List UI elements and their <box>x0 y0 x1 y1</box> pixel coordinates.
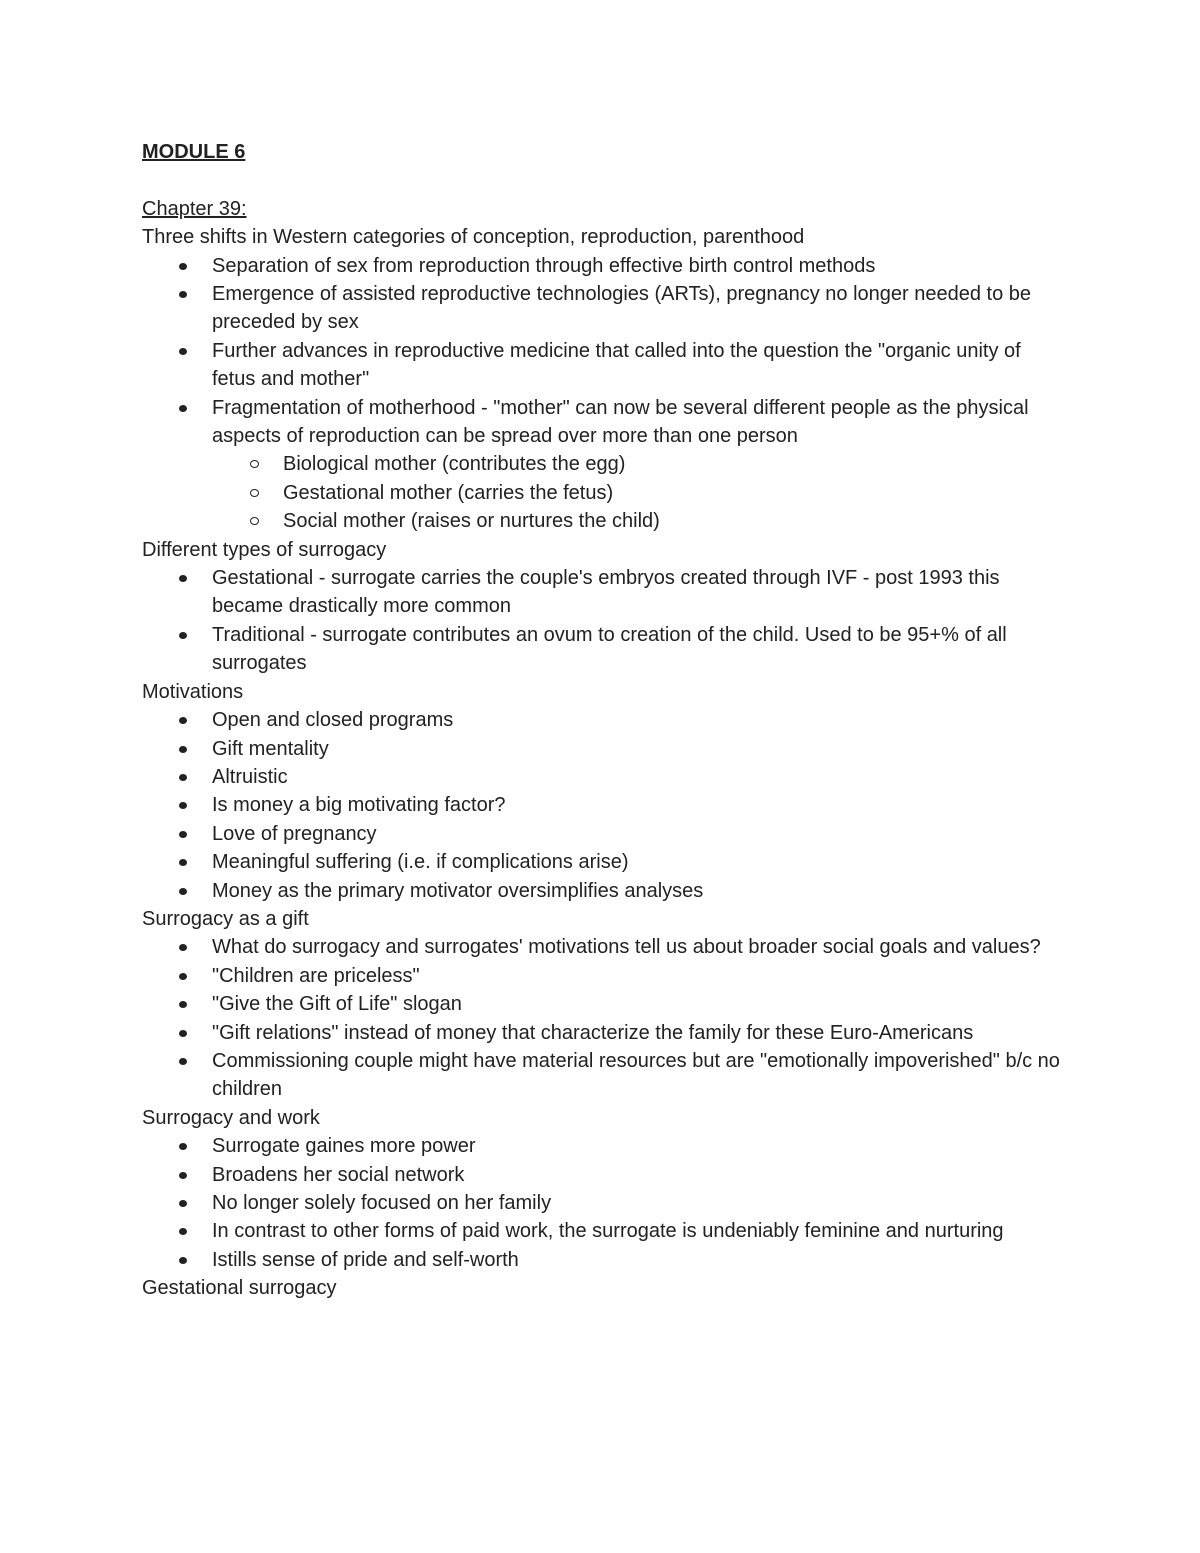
list-item: Emergence of assisted reproductive technologies (ARTs), pregnancy no longer needed to be preceded by sex <box>212 280 1062 337</box>
bullet-icon <box>179 1257 187 1264</box>
sub-bullet-list <box>212 450 1062 535</box>
sub-list-item: Biological mother (contributes the egg) <box>283 450 1062 478</box>
hollow-bullet-icon <box>250 517 259 525</box>
list-item: No longer solely focused on her family <box>212 1189 1062 1217</box>
list-item: Istills sense of pride and self-worth <box>212 1246 1062 1274</box>
section-heading: Surrogacy and work <box>142 1106 320 1129</box>
list-item: Further advances in reproductive medicine that called into the question the "organic unity of fetus and mother" <box>212 337 1062 394</box>
list-item: Gestational - surrogate carries the couple's embryos created through IVF - post 1993 this became drastically more common <box>212 564 1062 621</box>
sub-list-item: Gestational mother (carries the fetus) <box>283 479 1062 507</box>
list-item: Surrogate gaines more power <box>212 1132 1062 1160</box>
section-heading: Motivations <box>142 680 244 703</box>
list-item: Broadens her social network <box>212 1161 1062 1189</box>
bullet-icon <box>179 717 187 724</box>
list-item: "Gift relations" instead of money that characterize the family for these Euro-Americans <box>212 1019 1062 1047</box>
hollow-bullet-icon <box>250 460 259 468</box>
bullet-icon <box>179 1172 187 1179</box>
bullet-icon <box>179 859 187 866</box>
bullet-icon <box>179 632 187 639</box>
sub-list-item: Social mother (raises or nurtures the child) <box>283 507 1062 535</box>
list-item: Meaningful suffering (i.e. if complications arise) <box>212 848 1062 876</box>
bullet-icon <box>179 405 187 412</box>
list-item: Open and closed programs <box>212 706 1062 734</box>
document-page <box>142 138 1062 1303</box>
list-item: Separation of sex from reproduction through effective birth control methods <box>212 252 1062 280</box>
section-heading: Different types of surrogacy <box>142 538 387 561</box>
list-item: Love of pregnancy <box>212 820 1062 848</box>
list-item: Fragmentation of motherhood - "mother" can now be several different people as the physical aspects of reproduction can be spread over more than one person Biological mother (contributes the egg) Gestational mother (carries the fetus) Social mother (raises or nurtures the child) <box>212 394 1062 536</box>
blank-line <box>142 166 1062 194</box>
bullet-list <box>142 706 1062 905</box>
bullet-icon <box>179 1058 187 1065</box>
bullet-icon <box>179 1228 187 1235</box>
list-item: Traditional - surrogate contributes an ovum to creation of the child. Used to be 95+% of all surrogates <box>212 621 1062 678</box>
bullet-icon <box>179 973 187 980</box>
bullet-icon <box>179 1200 187 1207</box>
bullet-icon <box>179 746 187 753</box>
list-item: "Children are priceless" <box>212 962 1062 990</box>
bullet-icon <box>179 831 187 838</box>
bullet-icon <box>179 774 187 781</box>
bullet-icon <box>179 1001 187 1008</box>
section-heading: Surrogacy as a gift <box>142 907 309 930</box>
bullet-icon <box>179 1143 187 1150</box>
bullet-icon <box>179 291 187 298</box>
list-item: Is money a big motivating factor? <box>212 791 1062 819</box>
list-item: In contrast to other forms of paid work, the surrogate is undeniably feminine and nurturing <box>212 1217 1062 1245</box>
bullet-icon <box>179 944 187 951</box>
list-item: Commissioning couple might have material resources but are "emotionally impoverished" b/c no children <box>212 1047 1062 1104</box>
list-item: Altruistic <box>212 763 1062 791</box>
list-item: Gift mentality <box>212 735 1062 763</box>
list-item: "Give the Gift of Life" slogan <box>212 990 1062 1018</box>
bullet-list <box>142 933 1062 1103</box>
bullet-icon <box>179 575 187 582</box>
chapter-heading: Chapter 39: <box>142 197 247 220</box>
bullet-icon <box>179 802 187 809</box>
bullet-list <box>142 252 1062 536</box>
bullet-icon <box>179 263 187 270</box>
list-item: What do surrogacy and surrogates' motivations tell us about broader social goals and values? <box>212 933 1062 961</box>
bullet-icon <box>179 348 187 355</box>
bullet-list <box>142 564 1062 678</box>
bullet-icon <box>179 888 187 895</box>
list-item: Money as the primary motivator oversimplifies analyses <box>212 877 1062 905</box>
hollow-bullet-icon <box>250 489 259 497</box>
bullet-list <box>142 1132 1062 1274</box>
module-title: MODULE 6 <box>142 141 246 163</box>
section-heading: Three shifts in Western categories of conception, reproduction, parenthood <box>142 226 805 249</box>
bullet-icon <box>179 1030 187 1037</box>
section-heading: Gestational surrogacy <box>142 1277 337 1300</box>
